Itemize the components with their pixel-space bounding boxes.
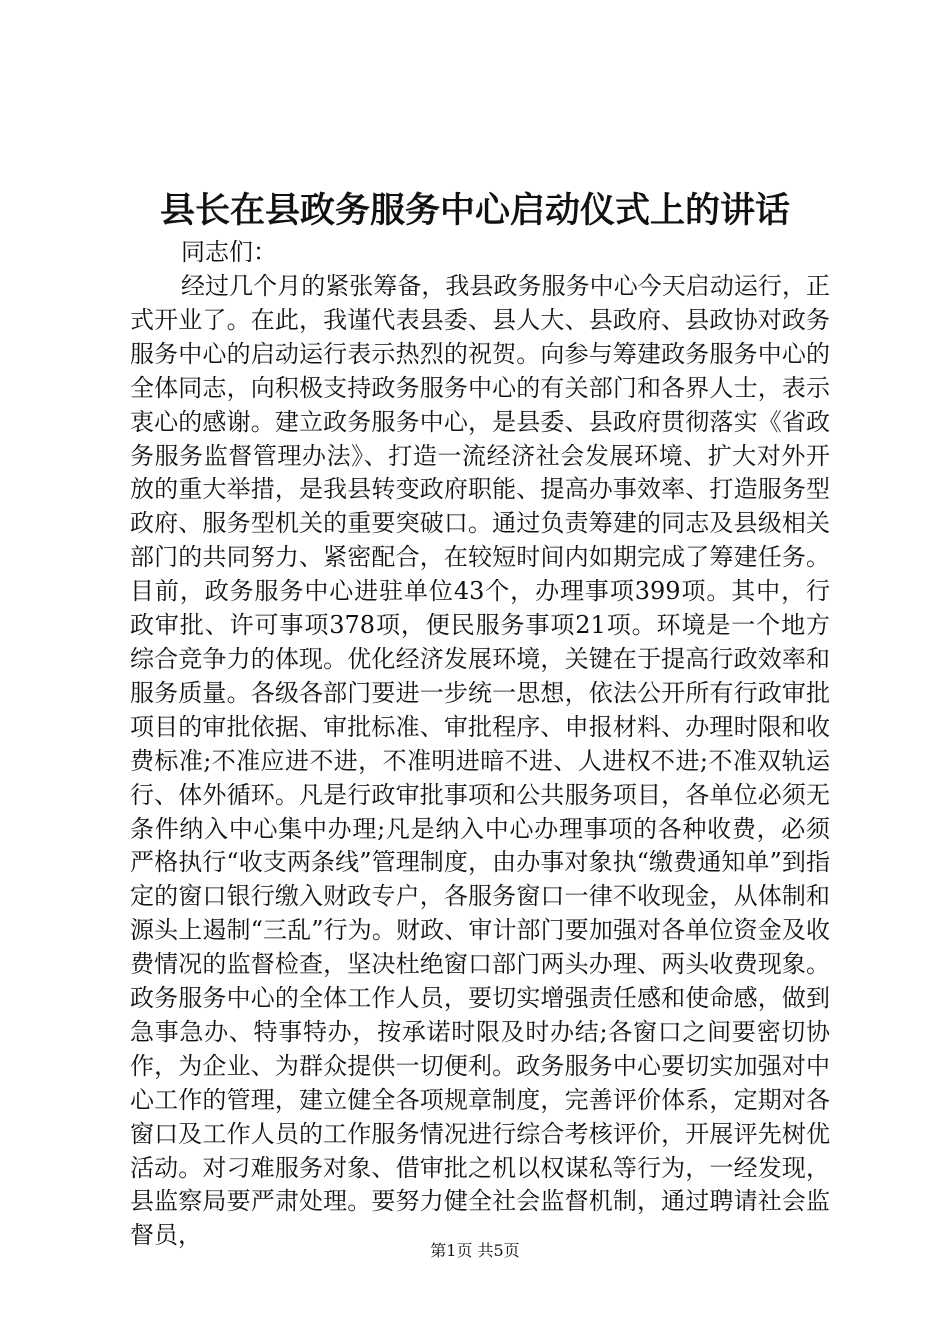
page-number-total: 共5页 (477, 1241, 520, 1260)
document-title: 县长在县政务服务中心启动仪式上的讲话 (159, 190, 790, 231)
body-paragraph: 经过几个月的紧张筹备，我县政务服务中心今天启动运行，正式开业了。在此，我谨代表县委、县人大、县政府、县政协对政务服务中心的启动运行表示热烈的祝贺。向参与筹建政务服务中心的全体同志，向积极支持政务服务中心的有关部门和各界人士，表示衷心的感谢。建立政务服务中心，是县委、县政府贯彻落实《省政务服务监督管理办法》、打造一流经济社会发展环境、扩大对外开放的重大举措，是我县转变政府职能、提高办事效率、打造服务型政府、服务型机关的重要突破口。通过负责筹建的同志及县级相关部门的共同努力、紧密配合，在较短时间内如期完成了筹建任务。目前，政务服务中心进驻单位43个，办理事项399项。其中，行政审批、许可事项378项，便民服务事项21项。环境是一个地方综合竞争力的体现。优化经济发展环境，关键在于提高行政效率和服务质量。各级各部门要进一步统一思想，依法公开所有行政审批项目的审批依据、审批标准、审批程序、申报材料、办理时限和收费标准;不准应进不进，不准明进暗不进、人进权不进;不准双轨运行、体外循环。凡是行政审批事项和公共服务项目，各单位必须无条件纳入中心集中办理;凡是纳入中心办理事项的各种收费，必须严格执行“收支两条线”管理制度，由办事对象执“缴费通知单”到指定的窗口银行缴入财政专户，各服务窗口一律不收现金，从体制和源头上遏制“三乱”行为。财政、审计部门要加强对各单位资金及收费情况的监督检查，坚决杜绝窗口部门两头办理、两头收费现象。政务服务中心的全体工作人员，要切实增强责任感和使命感，做到急事急办、特事特办，按承诺时限及时办结;各窗口之间要密切协作，为企业、为群众提供一切便利。政务服务中心要切实加强对中心工作的管理，建立健全各项规章制度，完善评价体系，定期对各窗口及工作人员的工作服务情况进行综合考核评价，开展评先树优活动。对刁难服务对象、借审批之机以权谋私等行为，一经发现，县监察局要严肃处理。要努力健全社会监督机制，通过聘请社会监督员， (130, 272, 830, 1250)
page-footer (0, 1240, 950, 1262)
salutation: 同志们： (181, 238, 277, 266)
page-number-current: 第1页 (430, 1241, 473, 1260)
